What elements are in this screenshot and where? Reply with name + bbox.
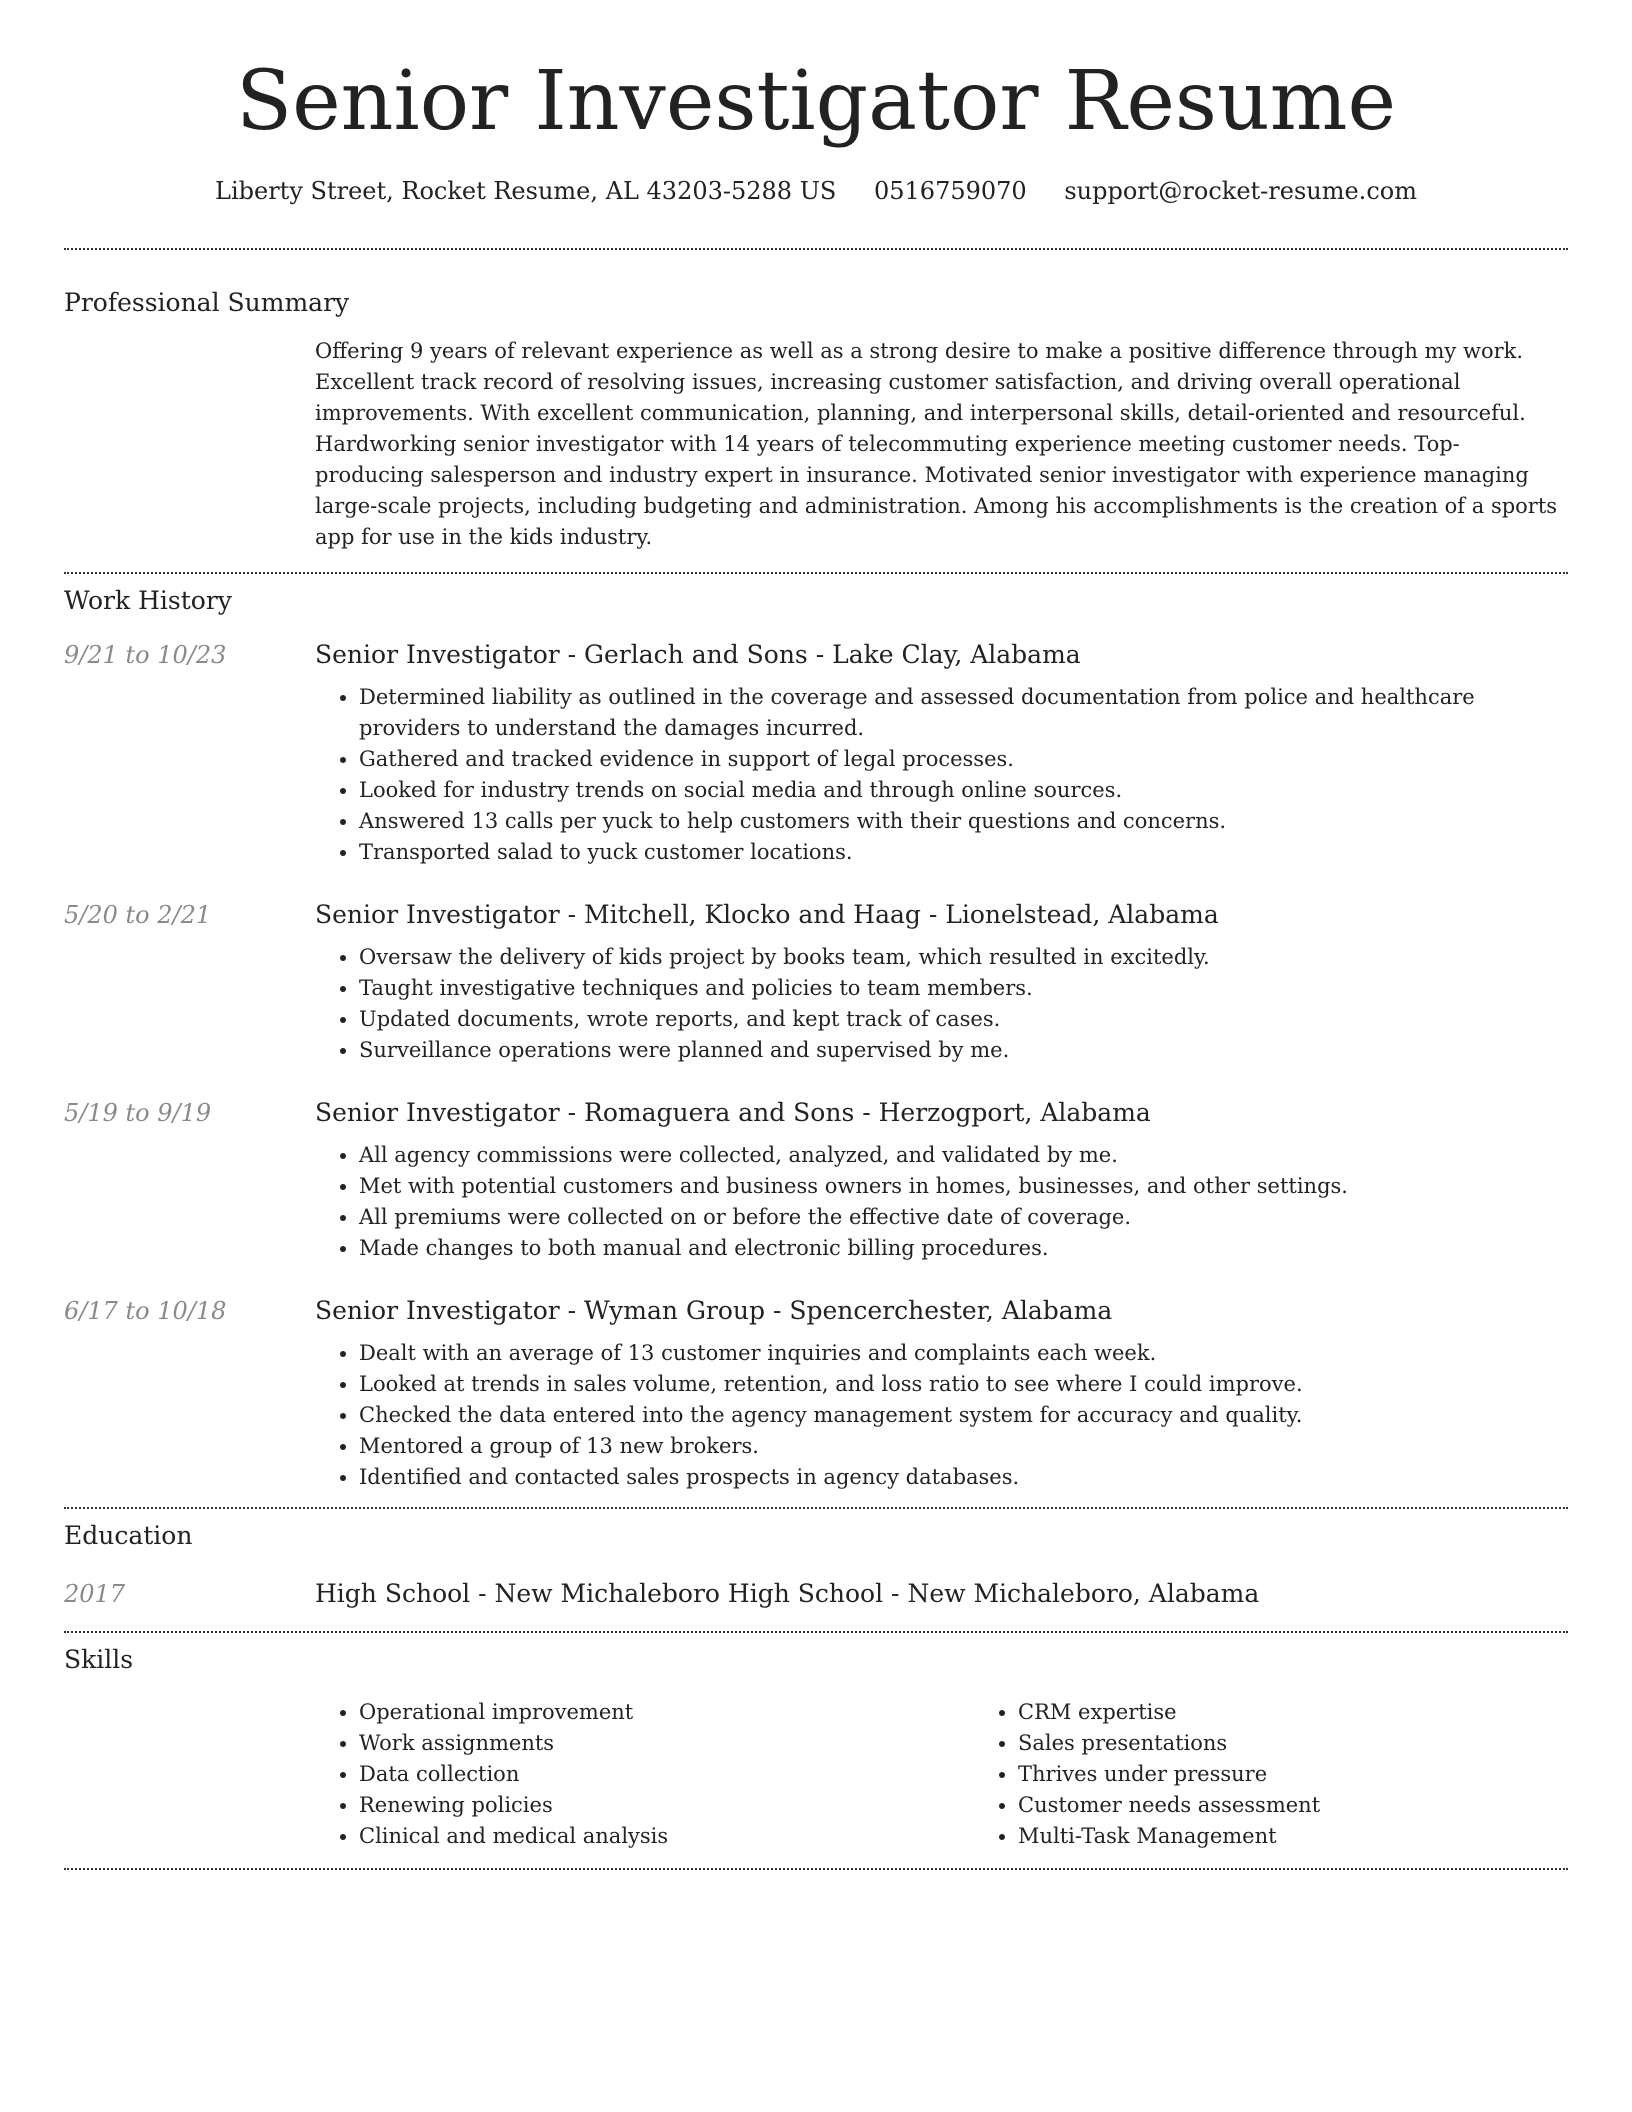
list-item: • Determined liability as outlined in the coverage and assessed documentation from police and healthcare providers to understand the damages incurred. (359, 682, 1568, 744)
skills-row (64, 1697, 1568, 1852)
list-item: • Mentored a group of 13 new brokers. (359, 1431, 1568, 1462)
job-dates: 9/21 to 10/23 (64, 641, 227, 669)
section-work-history (64, 574, 1568, 1493)
list-item: • CRM expertise (1018, 1697, 1632, 1728)
contact-email: support@rocket-resume.com (1064, 177, 1417, 205)
list-item: • Checked the data entered into the agency management system for accuracy and quality. (359, 1400, 1568, 1431)
summary-body (315, 336, 1568, 553)
contact-phone: 0516759070 (874, 177, 1027, 205)
list-item: • Oversaw the delivery of kids project by books team, which resulted in excitedly. (359, 942, 1568, 973)
education-year: 2017 (64, 1580, 126, 1608)
contact-line (64, 174, 1568, 208)
section-heading-skills: Skills (64, 1645, 134, 1674)
list-item: • Sales presentations (1018, 1728, 1632, 1759)
list-item: • Customer needs assessment (1018, 1790, 1632, 1821)
job-bullets (315, 682, 1568, 868)
job-title: Senior Investigator - Mitchell, Klocko and Haag - Lionelstead, Alabama (315, 900, 1219, 929)
job-bullets (315, 1338, 1568, 1493)
section-education (64, 1509, 1568, 1611)
list-item: • All agency commissions were collected, analyzed, and validated by me. (359, 1140, 1568, 1171)
skills-list-right (974, 1697, 1632, 1852)
list-item: • Identified and contacted sales prospects in agency databases. (359, 1462, 1568, 1493)
job-bullets (315, 942, 1568, 1066)
list-item: • Multi-Task Management (1018, 1821, 1632, 1852)
divider (64, 1868, 1568, 1870)
job-title: Senior Investigator - Romaguera and Sons - Herzogport, Alabama (315, 1098, 1151, 1127)
job-entry (64, 638, 1568, 868)
list-item: • Renewing policies (359, 1790, 974, 1821)
education-entry (64, 1577, 1568, 1611)
job-dates: 6/17 to 10/18 (64, 1297, 227, 1325)
job-entry (64, 1096, 1568, 1264)
list-item: • Met with potential customers and business owners in homes, businesses, and other settings. (359, 1171, 1568, 1202)
section-skills (64, 1633, 1568, 1852)
resume-header (64, 0, 1568, 208)
list-item: • Dealt with an average of 13 customer inquiries and complaints each week. (359, 1338, 1568, 1369)
section-heading-summary: Professional Summary (64, 288, 350, 317)
summary-row (64, 336, 1568, 553)
list-item: • Thrives under pressure (1018, 1759, 1632, 1790)
list-item: • Data collection (359, 1759, 974, 1790)
job-entry (64, 898, 1568, 1066)
summary-text: Offering 9 years of relevant experience as well as a strong desire to make a positive difference through my work. Excellent track record of resolving issues, increasing customer satisfaction, and driving overall operational improvements. With excellent communication, planning, and interpersonal skills, detail-oriented and resourceful. Hardworking senior investigator with 14 years of telecommuting experience meeting customer needs. Top-producing salesperson and industry expert in insurance. Motivated senior investigator with experience managing large-scale projects, including budgeting and administration. Among his accomplishments is the creation of a sports app for use in the kids industry. (315, 339, 1558, 549)
education-title: High School - New Michaleboro High School - New Michaleboro, Alabama (315, 1579, 1260, 1608)
skills-grid (315, 1697, 1632, 1852)
list-item: • Taught investigative techniques and policies to team members. (359, 973, 1568, 1004)
section-summary (64, 250, 1568, 553)
section-heading-work: Work History (64, 586, 232, 615)
summary-left-spacer (64, 336, 315, 553)
job-entry (64, 1294, 1568, 1493)
job-bullets (315, 1140, 1568, 1264)
list-item: • Answered 13 calls per yuck to help customers with their questions and concerns. (359, 806, 1568, 837)
skills-list-left (315, 1697, 974, 1852)
resume-title: Senior Investigator Resume (235, 54, 1397, 149)
skills-left-spacer (64, 1697, 315, 1852)
job-title: Senior Investigator - Gerlach and Sons - Lake Clay, Alabama (315, 640, 1081, 669)
list-item: • Surveillance operations were planned and supervised by me. (359, 1035, 1568, 1066)
list-item: • Work assignments (359, 1728, 974, 1759)
list-item: • Looked for industry trends on social media and through online sources. (359, 775, 1568, 806)
job-dates: 5/20 to 2/21 (64, 901, 212, 929)
section-heading-education: Education (64, 1521, 193, 1550)
list-item: • Looked at trends in sales volume, retention, and loss ratio to see where I could improve. (359, 1369, 1568, 1400)
list-item: • Updated documents, wrote reports, and kept track of cases. (359, 1004, 1568, 1035)
job-title: Senior Investigator - Wyman Group - Spencerchester, Alabama (315, 1296, 1113, 1325)
list-item: • Operational improvement (359, 1697, 974, 1728)
contact-address: Liberty Street, Rocket Resume, AL 43203-5288 US (215, 177, 837, 205)
list-item: • Gathered and tracked evidence in support of legal processes. (359, 744, 1568, 775)
list-item: • All premiums were collected on or before the effective date of coverage. (359, 1202, 1568, 1233)
list-item: • Transported salad to yuck customer locations. (359, 837, 1568, 868)
list-item: • Clinical and medical analysis (359, 1821, 974, 1852)
list-item: • Made changes to both manual and electronic billing procedures. (359, 1233, 1568, 1264)
job-dates: 5/19 to 9/19 (64, 1099, 212, 1127)
